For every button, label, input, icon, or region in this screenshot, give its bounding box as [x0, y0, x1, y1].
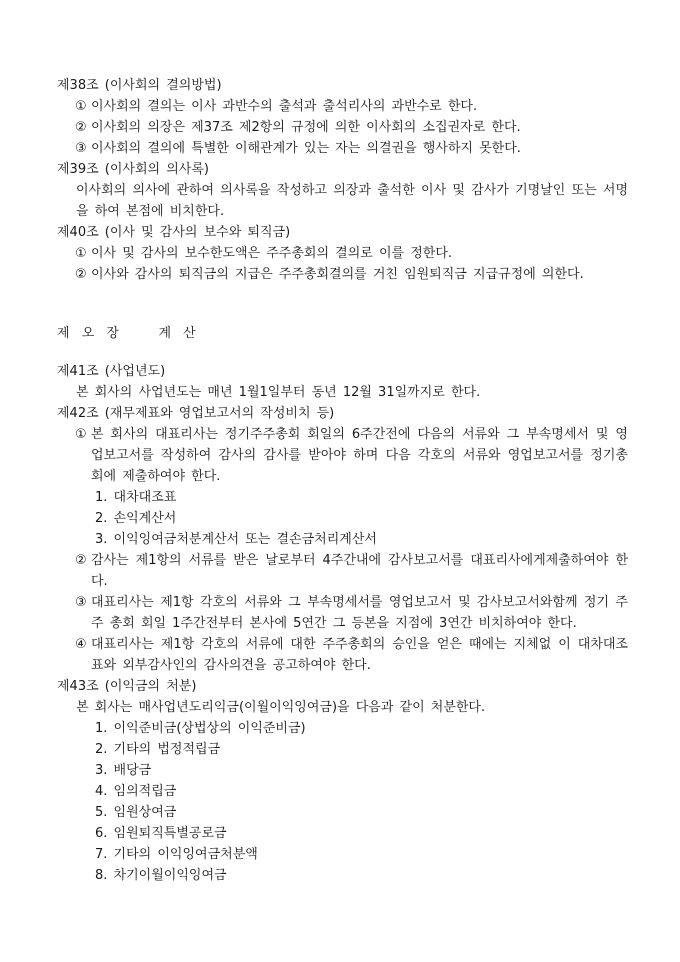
article-42-clause-1: [57, 424, 628, 487]
list-item-legal-reserve: 1. 이익준비금(상법상의 이익준비금): [95, 721, 306, 736]
clause-marker-4: ④: [75, 637, 87, 652]
list-item-balance-sheet: 1. 대차대조표: [95, 490, 177, 505]
clause-marker-1: ①: [75, 246, 87, 261]
clause-text: 이사 및 감사의 보수한도액은 주주총회의 결의로 이를 정한다.: [91, 246, 453, 261]
article-43: [57, 676, 628, 886]
clause-text: 대표리사는 제1항 각호의 서류에 대한 주주총회의 승인을 얻은 때에는 지체없 이 대차대조표와 외부감사인의 감사의견을 공고하여야 한다.: [91, 637, 628, 673]
article-41: [57, 361, 628, 403]
article-42-clause-2: [57, 550, 628, 592]
list-item-officer-retirement-merit: 6. 임원퇴직특별공로금: [95, 826, 227, 841]
chapter-5-heading: 제 오 장 계 산: [57, 326, 199, 341]
clause-text: 대표리사는 제1항 각호의 서류와 그 부속명세서를 영업보고서 및 감사보고서와함께 정기 주주 총회 회일 1주간전부터 본사에 5연간 그 등본을 지점에 3연간 비치하여야 한다.: [91, 595, 628, 631]
article-41-title: 제41조 (사업년도): [57, 364, 166, 379]
list-item-officer-bonus: 5. 임원상여금: [95, 805, 177, 820]
article-39: [57, 159, 628, 222]
clause-text: 이사회의 결의는 이사 과반수의 출석과 출석리사의 과반수로 한다.: [91, 99, 478, 114]
clause-marker-2: ②: [75, 120, 87, 135]
article-38-clause-2: [57, 117, 628, 138]
list-item-retained-earnings-statement: 3. 이익잉여금처분계산서 또는 결손금처리계산서: [95, 532, 377, 547]
clause-text: 이사와 감사의 퇴직금의 지급은 주주총회결의를 거친 임원퇴직금 지급규정에 의한다.: [91, 267, 584, 282]
article-42-title: 제42조 (재무제표와 영업보고서의 작성비치 등): [57, 406, 335, 421]
article-38-clause-1: [57, 96, 628, 117]
article-41-body: 본 회사의 사업년도는 매년 1월1일부터 동년 12월 31일까지로 한다.: [76, 385, 481, 400]
article-42: [57, 403, 628, 676]
clause-marker-2: ②: [75, 553, 87, 568]
list-item-income-statement: 2. 손익계산서: [95, 511, 177, 526]
article-38-clause-3: [57, 138, 628, 159]
list-item-other-appropriations: 7. 기타의 이익잉여금처분액: [95, 847, 258, 862]
clause-marker-3: ③: [75, 141, 87, 156]
article-42-document-list: [57, 487, 628, 550]
clause-marker-1: ①: [75, 427, 87, 442]
article-43-body: 본 회사는 매사업년도리익금(이월이익잉여금)을 다음과 같이 처분한다.: [76, 700, 486, 715]
clause-text: 본 회사의 대표리사는 정기주주총회 회일의 6주간전에 다음의 서류와 그 부속명세서 및 영업보고서를 작성하여 감사의 감사를 받아야 하며 다음 각호의 서류와 영업보고서를 정기총회에 제출하여야 한다.: [91, 427, 628, 484]
clause-text: 이사회의 결의에 특별한 이해관계가 있는 자는 의결권을 행사하지 못한다.: [91, 141, 521, 156]
article-39-body: 이사회의 의사에 관하여 의사록을 작성하고 의장과 출석한 이사 및 감사가 기명날인 또는 서명을 하여 본점에 비치한다.: [76, 183, 628, 219]
article-38-title: 제38조 (이사회의 결의방법): [57, 78, 222, 93]
article-40-clause-1: [57, 243, 628, 264]
list-item-carried-forward-earnings: 8. 차기이월이익잉여금: [95, 868, 227, 883]
article-40: [57, 222, 628, 285]
clause-marker-3: ③: [75, 595, 87, 610]
list-item-dividends: 3. 배당금: [95, 763, 152, 778]
clause-marker-1: ①: [75, 99, 87, 114]
article-43-title: 제43조 (이익금의 처분): [57, 679, 197, 694]
article-43-appropriation-list: [57, 718, 628, 886]
clause-text: 감사는 제1항의 서류를 받은 날로부터 4주간내에 감사보고서를 대표리사에게제출하여야 한다.: [91, 553, 628, 589]
article-40-title: 제40조 (이사 및 감사의 보수와 퇴직금): [57, 225, 291, 240]
clause-text: 이사회의 의장은 제37조 제2항의 규정에 의한 이사회의 소집권자로 한다.: [91, 120, 521, 135]
article-42-clause-3: [57, 592, 628, 634]
article-42-clause-4: [57, 634, 628, 676]
article-40-clause-2: [57, 264, 628, 285]
clause-marker-2: ②: [75, 267, 87, 282]
article-38: [57, 75, 628, 159]
list-item-other-statutory-reserve: 2. 기타의 법정적립금: [95, 742, 221, 757]
article-39-title: 제39조 (이사회의 의사록): [57, 162, 209, 177]
list-item-voluntary-reserve: 4. 임의적립금: [95, 784, 177, 799]
